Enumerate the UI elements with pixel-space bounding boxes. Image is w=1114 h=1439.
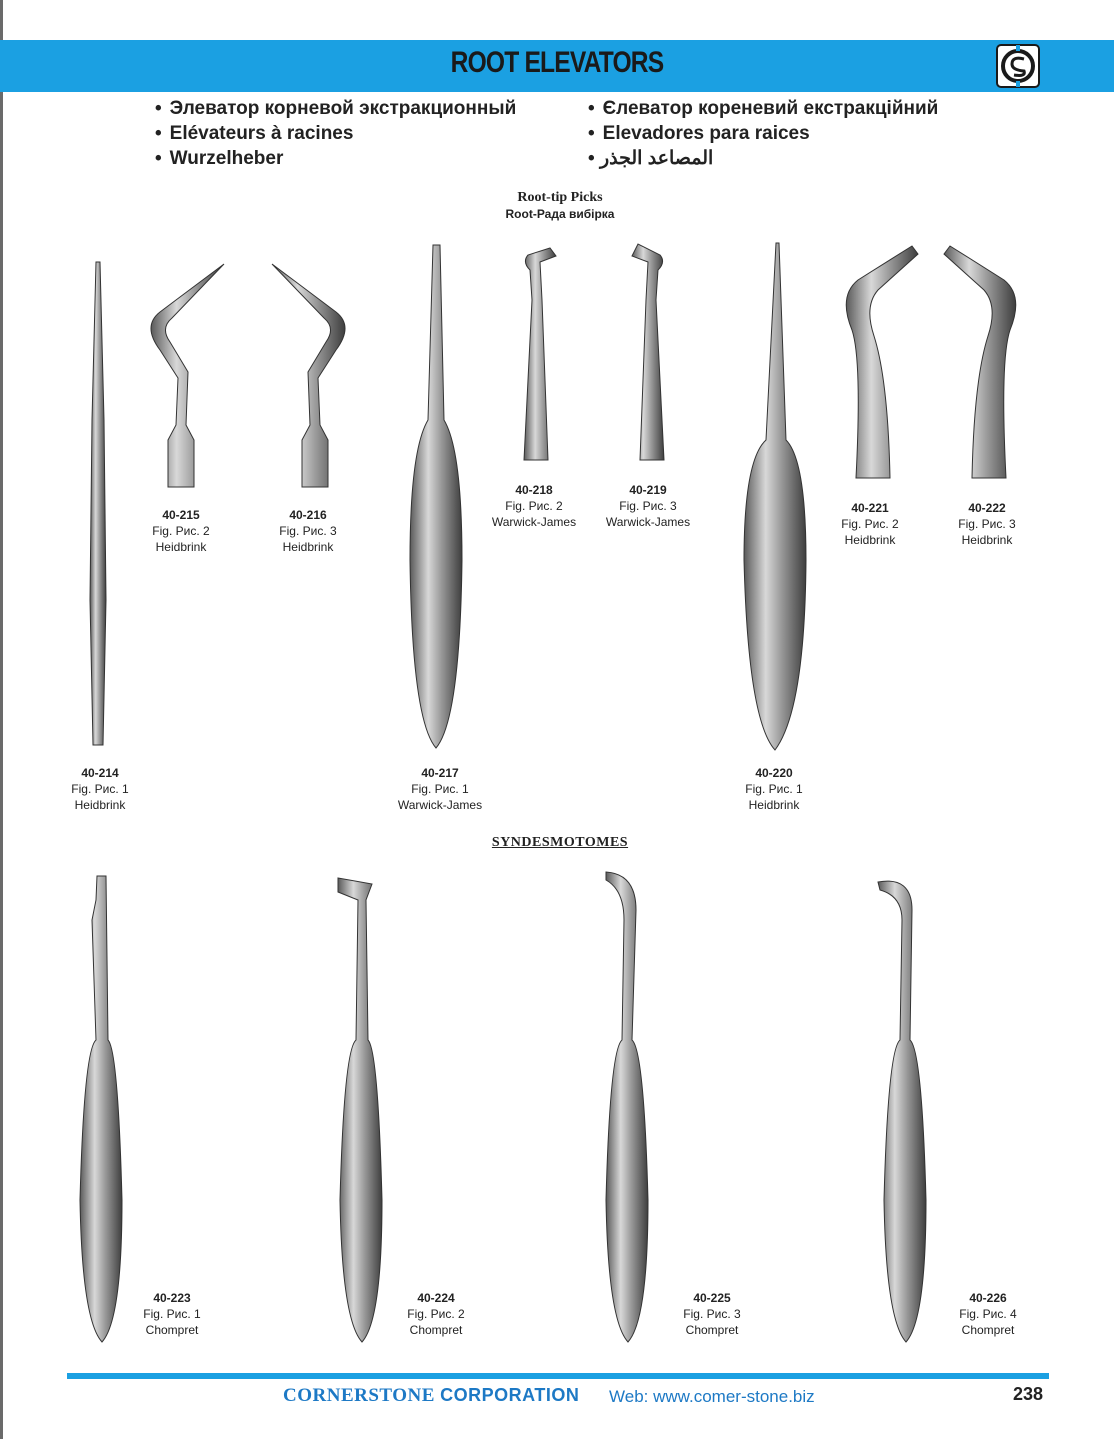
product-caption-40-223 <box>102 1290 242 1338</box>
product-code: 40-215 <box>162 508 200 522</box>
instrument-40-214 <box>90 262 106 745</box>
product-fig: Fig. Рис. 2 <box>841 517 899 531</box>
product-code: 40-225 <box>693 1291 731 1305</box>
page-title: ROOT ELEVATORS <box>450 46 664 79</box>
language-item: • Єлеватор кореневий екстракційний <box>588 96 938 121</box>
instrument-40-218 <box>524 248 556 460</box>
product-fig: Fig. Рис. 4 <box>959 1307 1017 1321</box>
product-code: 40-218 <box>515 483 553 497</box>
product-code: 40-224 <box>417 1291 455 1305</box>
product-code: 40-221 <box>851 501 889 515</box>
product-name: Heidbrink <box>282 540 334 554</box>
product-code: 40-223 <box>153 1291 191 1305</box>
instrument-40-222 <box>944 246 1016 478</box>
product-code: 40-222 <box>968 501 1006 515</box>
product-name: Chompret <box>145 1323 199 1337</box>
product-caption-40-219 <box>578 482 718 530</box>
instrument-40-217 <box>410 245 462 748</box>
section-heading: Root-tip Picks <box>517 190 603 205</box>
product-name: Warwick-James <box>491 515 577 529</box>
product-name: Chompret <box>409 1323 463 1337</box>
language-item: • Wurzelheber <box>155 146 516 171</box>
section-subheading: Root-Рада вибірка <box>505 207 615 221</box>
language-item: • Elévateurs à racines <box>155 121 516 146</box>
section-title-syndesmotomes: SYNDESMOTOMES <box>491 835 629 850</box>
product-name: Heidbrink <box>961 533 1013 547</box>
product-fig: Fig. Рис. 3 <box>279 524 337 538</box>
footer-brand <box>283 1385 579 1407</box>
instrument-40-225 <box>606 872 648 1342</box>
product-name: Heidbrink <box>748 798 800 812</box>
product-fig: Fig. Рис. 2 <box>505 499 563 513</box>
instrument-40-216 <box>272 264 345 487</box>
product-caption-40-214 <box>30 765 170 813</box>
product-code: 40-214 <box>81 766 119 780</box>
product-code: 40-217 <box>421 766 459 780</box>
product-name: Chompret <box>685 1323 739 1337</box>
instrument-40-215 <box>151 264 224 487</box>
page-number: 238 <box>1013 1384 1044 1404</box>
instrument-40-224 <box>338 878 382 1342</box>
instrument-40-226 <box>878 881 926 1342</box>
product-name: Chompret <box>961 1323 1015 1337</box>
product-caption-40-215 <box>111 507 251 555</box>
product-caption-40-220 <box>704 765 844 813</box>
product-caption-40-217 <box>370 765 510 813</box>
product-name: Heidbrink <box>844 533 896 547</box>
language-item: • Элеватор корневой экстракционный <box>155 96 516 121</box>
product-fig: Fig. Рис. 2 <box>407 1307 465 1321</box>
product-fig: Fig. Рис. 1 <box>411 782 469 796</box>
product-name: Warwick-James <box>605 515 691 529</box>
instrument-40-219 <box>632 244 664 460</box>
product-caption-40-225 <box>642 1290 782 1338</box>
product-code: 40-226 <box>969 1291 1007 1305</box>
product-fig: Fig. Рис. 3 <box>958 517 1016 531</box>
instrument-40-223 <box>80 876 122 1342</box>
product-name: Warwick-James <box>397 798 483 812</box>
language-item: • Elevadores para raices <box>588 121 938 146</box>
footer-brand-name: CORNERSTONE <box>283 1385 435 1406</box>
product-caption-40-226 <box>918 1290 1058 1338</box>
product-name: Heidbrink <box>155 540 207 554</box>
product-caption-40-216 <box>238 507 378 555</box>
product-caption-40-224 <box>366 1290 506 1338</box>
product-fig: Fig. Рис. 1 <box>745 782 803 796</box>
footer-web-link[interactable]: Web: www.comer-stone.biz <box>609 1387 815 1406</box>
instrument-40-220 <box>744 243 806 750</box>
product-fig: Fig. Рис. 2 <box>152 524 210 538</box>
instrument-40-221 <box>846 246 918 478</box>
product-fig: Fig. Рис. 3 <box>619 499 677 513</box>
footer-brand-corp: CORPORATION <box>440 1385 580 1405</box>
product-fig: Fig. Рис. 1 <box>143 1307 201 1321</box>
product-code: 40-220 <box>755 766 793 780</box>
language-item: المصاعد الجذر • <box>588 146 718 171</box>
product-name: Heidbrink <box>74 798 126 812</box>
product-fig: Fig. Рис. 3 <box>683 1307 741 1321</box>
footer-rule <box>67 1373 1049 1379</box>
product-caption-40-222 <box>917 500 1057 548</box>
product-code: 40-216 <box>289 508 327 522</box>
product-code: 40-219 <box>629 483 667 497</box>
product-fig: Fig. Рис. 1 <box>71 782 129 796</box>
